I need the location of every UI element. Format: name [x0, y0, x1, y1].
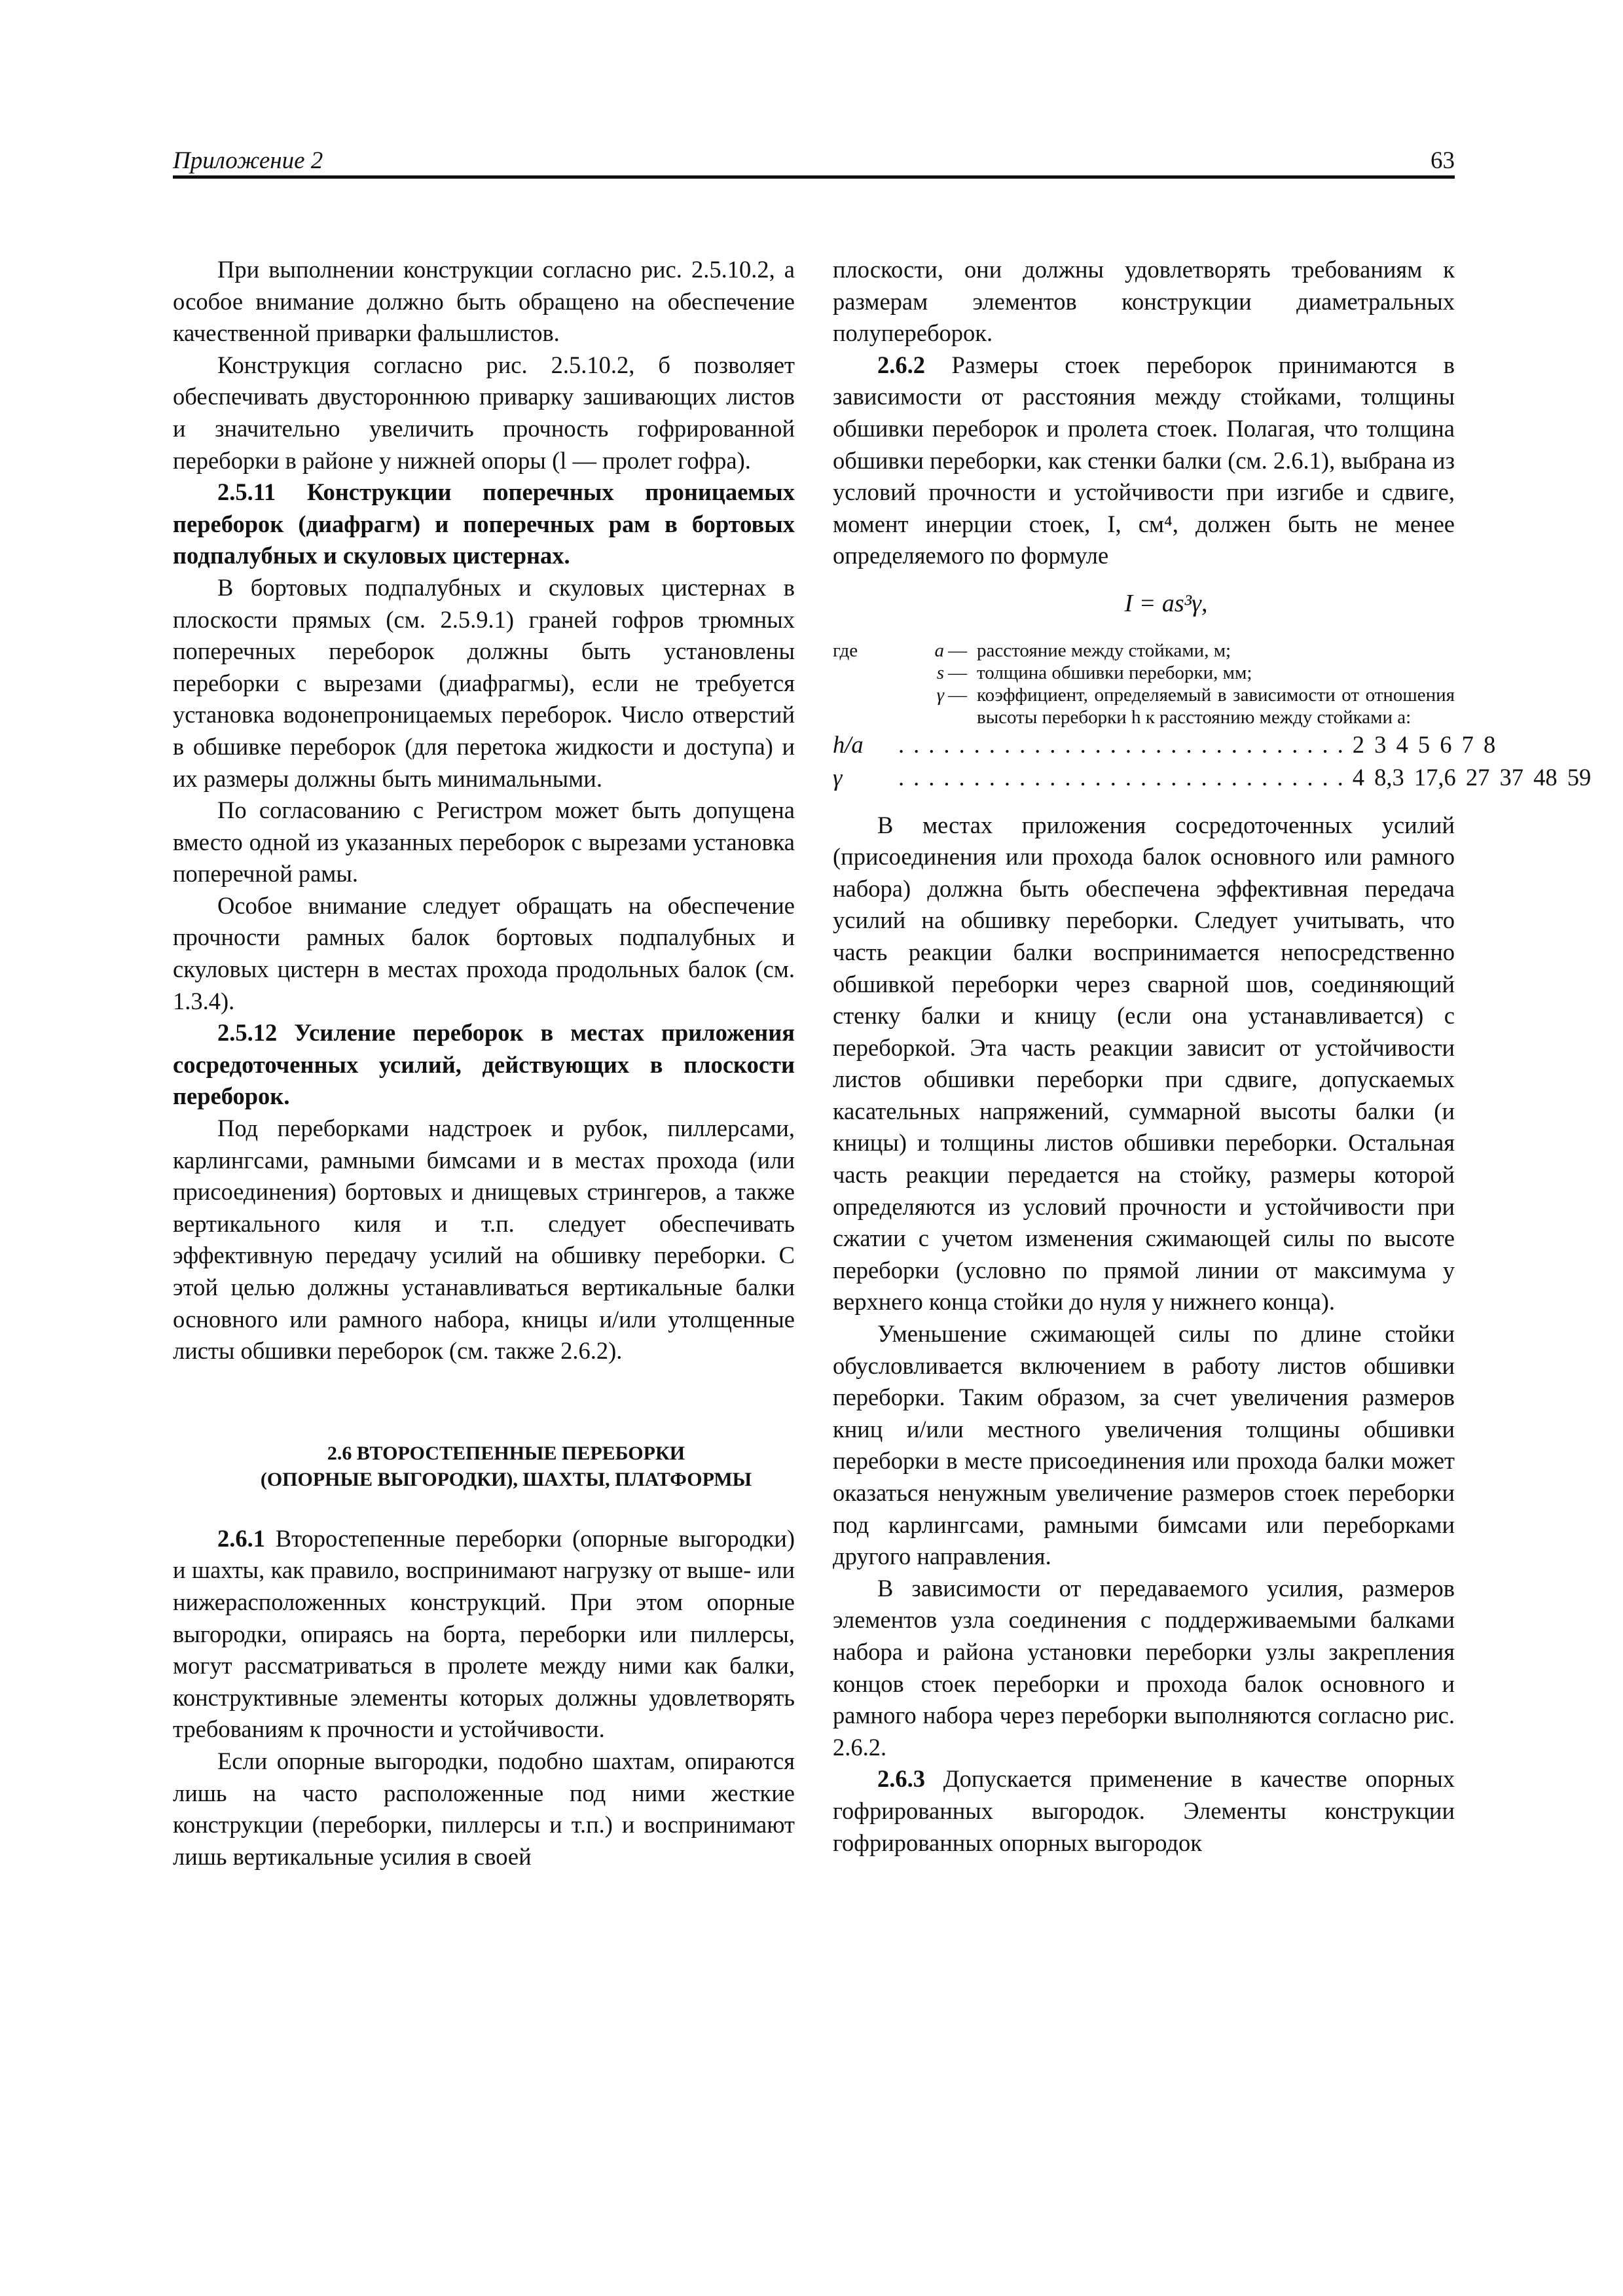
- running-title: Приложение 2: [173, 147, 323, 174]
- right-column: [833, 254, 1592, 1859]
- page-number: 63: [1431, 147, 1455, 174]
- paragraph: Особое внимание следует обращать на обеспечение прочности рамных балок бортовых подпалубных и скуловых цистерн в местах прохода продольных балок (см. 1.3.4).: [173, 891, 795, 1014]
- page-header: [173, 140, 1455, 179]
- coefficient-table-row: γ .............................. 4 8,3 17,6 27 37 48 59: [833, 763, 1592, 791]
- paragraph: Уменьшение сжимающей силы по длине стойки обусловливается включением в работу листов обшивки переборки. Таким образом, за счет увеличения размеров книц и/или местного увеличения толщины обшивки переборки в месте присоединения или прохода балки может оказаться ненужным увеличение размеров стоек переборки под карлингсами, рамными бимсами или переборками другого направления.: [833, 1320, 1455, 1570]
- clause-number: 2.6.2: [877, 351, 925, 378]
- paragraph: 2.6.1 Второстепенные переборки (опорные выгородки) и шахты, как правило, воспринимают нагрузку от выше- или нижерасположенных конструкций. При этом опорные выгородки, опираясь на борта, переборки или пиллерсы, могут рассматриваться в пролете между ними как балки, конструктивные элементы которых должны удовлетворять требованиям к прочности и устойчивости.: [173, 1524, 795, 1743]
- coefficient-table-row: h/a .............................. 2 3 4 5 6 7 8: [833, 730, 1496, 758]
- definition-row: γ — коэффициент, определяемый в зависимости от отношения высоты переборки h к расстоянию между стойками a:: [936, 684, 1455, 728]
- section-title-line: 2.6 ВТОРОСТЕПЕННЫЕ ПЕРЕБОРКИ: [327, 1442, 685, 1464]
- left-column: [173, 254, 795, 1873]
- paragraph: В местах приложения сосредоточенных усилий (присоединения или прохода балок основного или рамного набора) должна быть обеспечена эффективная передача усилий на обшивку переборки. Следует учитывать, что часть реакции балки воспринимается непосредственно обшивкой переборки через сварной шов, соединяющий стенку балки и кницу (если она устанавливается) с переборкой. Эта часть реакции зависит от устойчивости листов обшивки переборки при сдвиге, допускаемых касательных напряжений, суммарной высоты балки (и кницы) и толщины листов обшивки переборки. Остальная часть реакции передается на стойку, размеры которой определяются из условий прочности и устойчивости при сжатии с учетом изменения сжимающей силы по высоте переборки (условно по прямой линии от максимума у верхнего конца стойки до нуля у нижнего конца).: [833, 811, 1455, 1316]
- subsection-heading: 2.5.12 Усиление переборок в местах приложения сосредоточенных усилий, действующих в плоскости переборок.: [173, 1019, 795, 1110]
- paragraph: плоскости, они должны удовлетворять требованиям к размерам элементов конструкции диаметральных полупереборок.: [833, 256, 1455, 347]
- formula: I = as³γ,: [1124, 589, 1208, 617]
- definition-row: s — толщина обшивки переборки, мм;: [936, 662, 1252, 683]
- section-title-line: (ОПОРНЫЕ ВЫГОРОДКИ), ШАХТЫ, ПЛАТФОРМЫ: [260, 1468, 752, 1490]
- subsection-heading: 2.5.11 Конструкции поперечных проницаемых переборок (диафрагм) и поперечных рам в бортовых подпалубных и скуловых цистернах.: [173, 478, 795, 569]
- clause-number: 2.6.1: [217, 1524, 265, 1552]
- paragraph: По согласованию с Регистром может быть допущена вместо одной из указанных переборок с вырезами установка поперечной рамы.: [173, 797, 795, 888]
- paragraph: В бортовых подпалубных и скуловых цистернах в плоскости прямых (см. 2.5.9.1) граней гофров трюмных поперечных переборок должны быть установлены переборки с вырезами (диафрагмы), если не требуется установка водонепроницаемых переборок. Число отверстий в обшивке переборок (для перетока жидкости и доступа) и их размеры должны быть минимальными.: [173, 573, 795, 792]
- definition-row: где a — расстояние между стойками, м;: [833, 639, 1231, 661]
- paragraph: 2.6.2 Размеры стоек переборок принимаются в зависимости от расстояния между стойками, толщины обшивки переборок и пролета стоек. Полагая, что толщина обшивки переборки, как стенки балки (см. 2.6.1), выбрана из условий прочности и устойчивости при изгибе и сдвиге, момент инерции стоек, I, см⁴, должен быть не менее определяемого по формуле: [833, 351, 1455, 569]
- clause-number: 2.6.3: [877, 1765, 925, 1793]
- paragraph: Если опорные выгородки, подобно шахтам, опираются лишь на часто расположенные под ними жесткие конструкции (переборки, пиллерсы и т.п.) и воспринимают лишь вертикальные усилия в своей: [173, 1747, 795, 1870]
- paragraph: При выполнении конструкции согласно рис. 2.5.10.2, а особое внимание должно быть обращено на обеспечение качественной приварки фальшлистов.: [173, 256, 795, 347]
- definitions-list: [833, 639, 1455, 728]
- paragraph: Конструкция согласно рис. 2.5.10.2, б позволяет обеспечивать двустороннюю приварку зашивающих листов и значительно увеличить прочность гофрированной переборки в районе у нижней опоры (l — пролет гофра).: [173, 351, 795, 474]
- paragraph: 2.6.3 Допускается применение в качестве опорных гофрированных выгородок. Элементы конструкции гофрированных опорных выгородок: [833, 1765, 1455, 1856]
- paragraph: В зависимости от передаваемого усилия, размеров элементов узла соединения с поддерживаемыми балками набора и района установки переборки узлы закрепления концов стоек переборки и прохода балок основного и рамного набора через переборки выполняются согласно рис. 2.6.2.: [833, 1574, 1455, 1761]
- paragraph: Под переборками надстроек и рубок, пиллерсами, карлингсами, рамными бимсами и в местах прохода (или присоединения) бортовых и днищевых стрингеров, а также вертикального киля и т.п. следует обеспечивать эффективную передачу усилий на обшивку переборки. С этой целью должны устанавливаться вертикальные балки основного или рамного набора, кницы и/или утолщенные листы обшивки переборок (см. также 2.6.2).: [173, 1115, 795, 1365]
- header-rule: [173, 175, 1455, 179]
